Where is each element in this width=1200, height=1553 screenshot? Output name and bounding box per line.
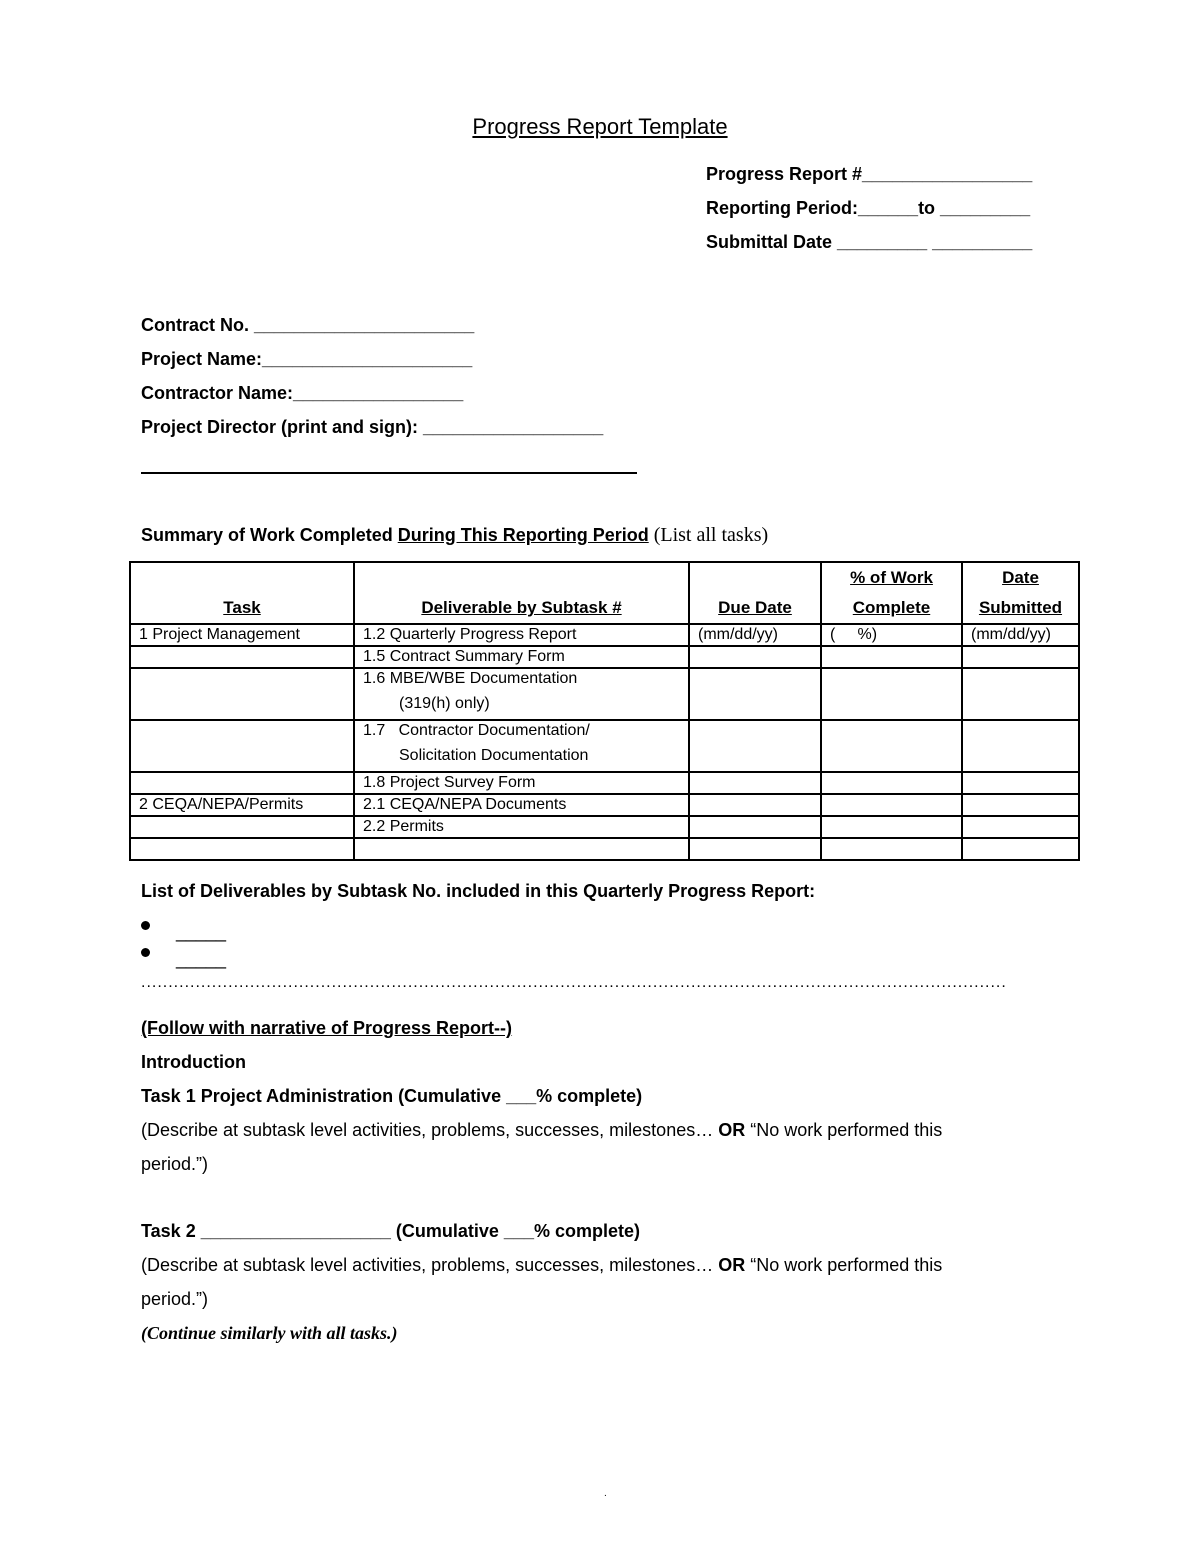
col-due-date: Due Date xyxy=(689,562,821,624)
task-cell xyxy=(130,816,354,838)
due-date-cell xyxy=(689,772,821,794)
table-header-row xyxy=(130,562,1079,624)
deliverable-cell: 1.6 MBE/WBE Documentation (319(h) only) xyxy=(354,668,689,720)
bullet-icon xyxy=(141,921,150,930)
task2-description: (Describe at subtask level activities, problems, successes, milestones… OR “No work performed this period.”) xyxy=(141,1255,943,1309)
table-row xyxy=(130,838,1079,860)
contractor-name-field: Contractor Name:_________________ xyxy=(141,383,464,403)
percent-cell xyxy=(821,816,962,838)
deliverables-heading: List of Deliverables by Subtask No. included in this Quarterly Progress Report: xyxy=(141,881,816,901)
percent-cell xyxy=(821,646,962,668)
due-date-cell xyxy=(689,720,821,772)
report-number-field: Progress Report #_________________ xyxy=(706,164,1033,184)
due-date-cell xyxy=(689,838,821,860)
summary-note: (List all tasks) xyxy=(648,524,769,546)
percent-cell xyxy=(821,772,962,794)
deliverable-cell: 1.2 Quarterly Progress Report xyxy=(354,624,689,646)
due-date-cell: (mm/dd/yy) xyxy=(689,624,821,646)
footer-mark: . xyxy=(604,1488,607,1499)
table-row xyxy=(130,668,1079,720)
task-cell xyxy=(130,838,354,860)
due-date-cell xyxy=(689,794,821,816)
percent-cell xyxy=(821,838,962,860)
task-cell xyxy=(130,772,354,794)
deliverable-cell: 1.7 Contractor Documentation/ Solicitation Documentation xyxy=(354,720,689,772)
task-cell xyxy=(130,646,354,668)
due-date-cell xyxy=(689,646,821,668)
percent-cell xyxy=(821,668,962,720)
deliverable-cell xyxy=(354,838,689,860)
task1-heading: Task 1 Project Administration (Cumulative ___% complete) xyxy=(141,1086,643,1106)
bullet-icon xyxy=(141,948,150,957)
due-date-cell xyxy=(689,668,821,720)
col-date-submitted: Date Submitted xyxy=(962,562,1079,624)
col-percent-complete: % of Work Complete xyxy=(821,562,962,624)
project-name-field: Project Name:_____________________ xyxy=(141,349,473,369)
page-title: Progress Report Template xyxy=(472,114,728,139)
task-cell xyxy=(130,668,354,720)
percent-cell: ( %) xyxy=(821,624,962,646)
project-director-field: Project Director (print and sign): __________________ xyxy=(141,417,604,437)
continue-note: (Continue similarly with all tasks.) xyxy=(141,1323,398,1343)
date-cell xyxy=(962,838,1079,860)
table-row xyxy=(130,646,1079,668)
signature-line xyxy=(141,472,637,474)
summary-lead: Summary of Work Completed xyxy=(141,525,398,545)
dotted-separator: ............................................................................................................................................................... xyxy=(141,974,1007,991)
task-cell xyxy=(130,720,354,772)
task-cell: 2 CEQA/NEPA/Permits xyxy=(130,794,354,816)
contract-no-field: Contract No. ______________________ xyxy=(141,315,475,335)
summary-heading xyxy=(141,524,768,547)
introduction-heading: Introduction xyxy=(141,1052,246,1072)
deliverable-blank-1: _____ xyxy=(176,922,227,942)
task2-heading: Task 2 ___________________ (Cumulative ___% complete) xyxy=(141,1221,640,1241)
work-summary-table xyxy=(129,561,1080,861)
deliverable-cell: 1.8 Project Survey Form xyxy=(354,772,689,794)
date-cell xyxy=(962,772,1079,794)
table-row xyxy=(130,816,1079,838)
date-cell xyxy=(962,794,1079,816)
table-row xyxy=(130,794,1079,816)
task1-description: (Describe at subtask level activities, problems, successes, milestones… OR “No work performed this period.”) xyxy=(141,1120,943,1174)
due-date-cell xyxy=(689,816,821,838)
percent-cell xyxy=(821,720,962,772)
date-cell xyxy=(962,646,1079,668)
deliverable-cell: 1.5 Contract Summary Form xyxy=(354,646,689,668)
deliverable-blank-2: _____ xyxy=(176,949,227,969)
table-row xyxy=(130,772,1079,794)
col-deliverable: Deliverable by Subtask # xyxy=(354,562,689,624)
percent-cell xyxy=(821,794,962,816)
date-cell xyxy=(962,720,1079,772)
task-cell: 1 Project Management xyxy=(130,624,354,646)
submittal-date-field: Submittal Date _________ __________ xyxy=(706,232,1033,252)
summary-period: During This Reporting Period xyxy=(397,525,649,545)
col-task: Task xyxy=(130,562,354,624)
reporting-period-field: Reporting Period:______to _________ xyxy=(706,198,1031,218)
date-cell xyxy=(962,668,1079,720)
narrative-instruction: (Follow with narrative of Progress Report--) xyxy=(141,1018,513,1038)
deliverable-cell: 2.1 CEQA/NEPA Documents xyxy=(354,794,689,816)
table-row xyxy=(130,624,1079,646)
deliverable-cell: 2.2 Permits xyxy=(354,816,689,838)
table-row xyxy=(130,720,1079,772)
date-cell xyxy=(962,816,1079,838)
date-cell: (mm/dd/yy) xyxy=(962,624,1079,646)
